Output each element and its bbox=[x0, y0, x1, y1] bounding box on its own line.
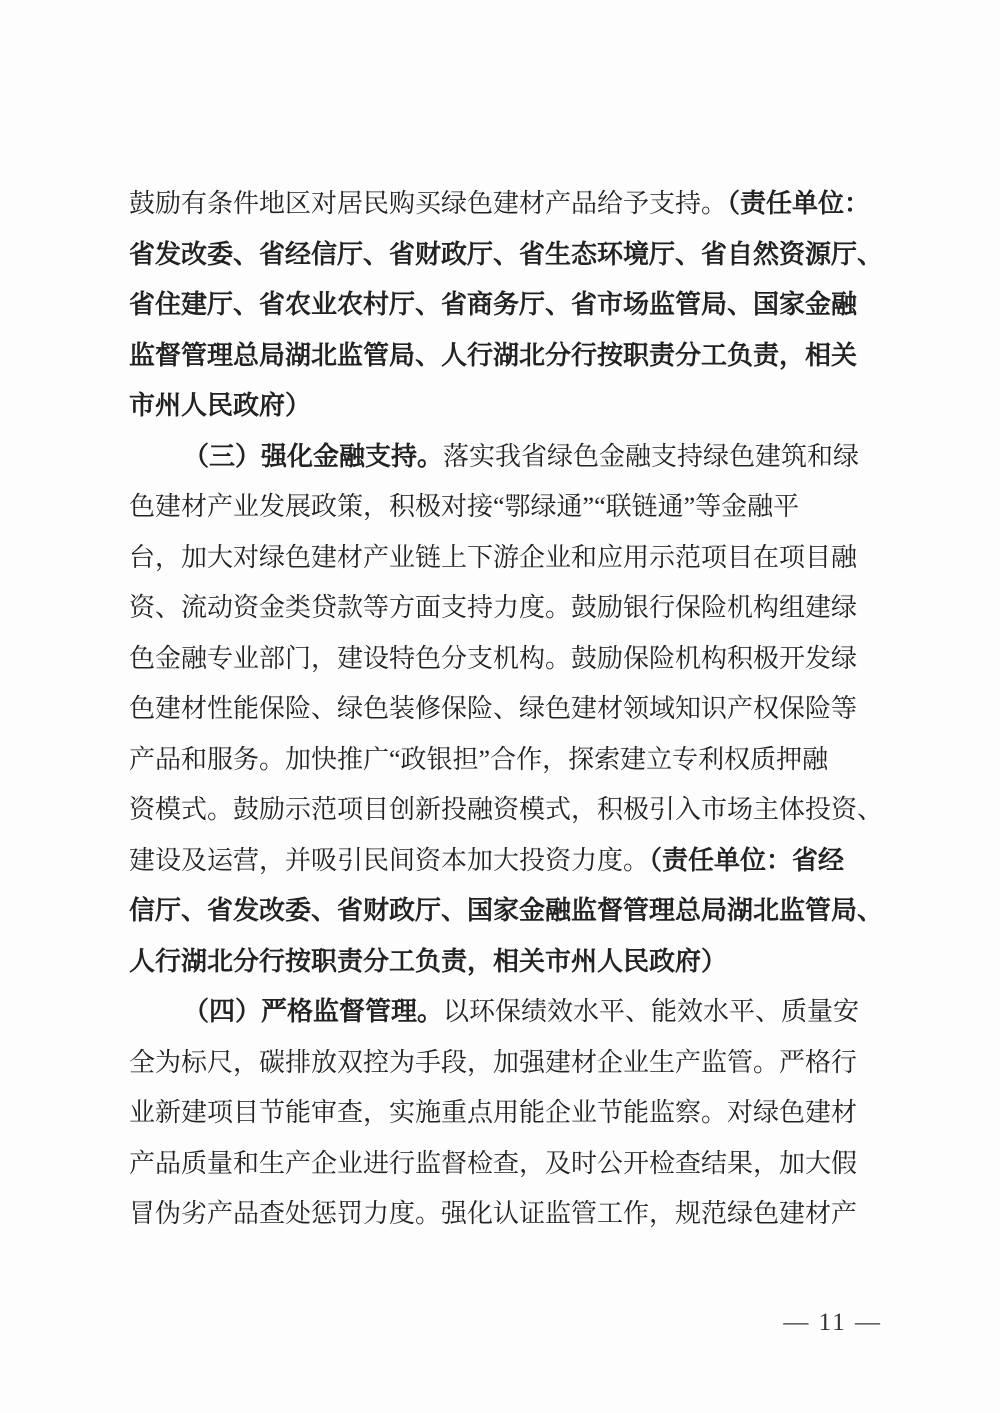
emphasis-text: 人行湖北分行按职责分工负责，相关市州人民政府） bbox=[129, 946, 728, 976]
emphasis-text: （三）强化金融支持。 bbox=[183, 441, 444, 471]
text-line bbox=[129, 836, 887, 887]
body-text: 色建材性能保险、绿色装修保险、绿色建材领域知识产权保险等 bbox=[129, 694, 858, 723]
body-text: 建设及运营，并吸引民间资本加大投资力度。 bbox=[129, 845, 650, 875]
text-line bbox=[129, 482, 887, 533]
text-line bbox=[129, 381, 887, 432]
text-line bbox=[129, 937, 887, 988]
emphasis-text: （责任单位：省经 bbox=[649, 845, 845, 875]
text-line bbox=[129, 987, 887, 1038]
emphasis-text: （四）严格监督管理。 bbox=[183, 997, 444, 1026]
text-line bbox=[129, 684, 887, 735]
text-line bbox=[129, 886, 887, 937]
body-text: 产品和服务。加快推广“政银担”合作，探索建立专利权质押融 bbox=[129, 744, 829, 774]
body-text: 资、流动资金类贷款等方面支持力度。鼓励银行保险机构组建绿 bbox=[129, 593, 858, 622]
body-text: 以环保绩效水平、能效水平、质量安 bbox=[443, 997, 860, 1026]
body-text: 资模式。鼓励示范项目创新投融资模式，积极引入市场主体投资、 bbox=[129, 795, 884, 824]
text-line bbox=[129, 1038, 887, 1089]
emphasis-text: 信厅、省发改委、省财政厅、国家金融监督管理总局湖北监管局、 bbox=[129, 896, 884, 925]
text-line bbox=[129, 1189, 887, 1240]
text-line bbox=[129, 432, 887, 483]
body-text: 色金融专业部门，建设特色分支机构。鼓励保险机构积极开发绿 bbox=[129, 643, 858, 673]
body-text: 全为标尺，碳排放双控为手段，加强建材企业生产监管。严格行 bbox=[129, 1047, 858, 1077]
document-body bbox=[129, 179, 887, 1240]
text-line bbox=[129, 1088, 887, 1139]
text-line bbox=[129, 179, 887, 230]
text-line bbox=[129, 735, 887, 786]
text-line bbox=[129, 634, 887, 685]
emphasis-text: 监督管理总局湖北监管局、人行湖北分行按职责分工负责，相关 bbox=[129, 340, 858, 370]
body-text: 冒伪劣产品查处惩罚力度。强化认证监管工作，规范绿色建材产 bbox=[129, 1199, 858, 1228]
text-line bbox=[129, 1139, 887, 1190]
body-text: 产品质量和生产企业进行监督检查，及时公开检查结果，加大假 bbox=[129, 1148, 858, 1178]
body-text: 鼓励有条件地区对居民购买绿色建材产品给予支持。 bbox=[129, 189, 728, 218]
text-line bbox=[129, 280, 887, 331]
body-text: 色建材产业发展政策，积极对接“鄂绿通”“联链通”等金融平 bbox=[129, 492, 800, 521]
text-line bbox=[129, 230, 887, 281]
text-line bbox=[129, 583, 887, 634]
emphasis-text: （责任单位： bbox=[727, 189, 871, 218]
emphasis-text: 省住建厅、省农业农村厅、省商务厅、省市场监管局、国家金融 bbox=[129, 290, 858, 319]
text-line bbox=[129, 533, 887, 584]
page-number: — 11 — bbox=[783, 1309, 882, 1336]
emphasis-text: 省发改委、省经信厅、省财政厅、省生态环境厅、省自然资源厅、 bbox=[129, 239, 884, 269]
emphasis-text: 市州人民政府） bbox=[129, 391, 312, 420]
text-line bbox=[129, 331, 887, 382]
body-text: 台，加大对绿色建材产业链上下游企业和应用示范项目在项目融 bbox=[129, 542, 858, 572]
body-text: 落实我省绿色金融支持绿色建筑和绿 bbox=[443, 441, 860, 471]
text-line bbox=[129, 785, 887, 836]
body-text: 业新建项目节能审查，实施重点用能企业节能监察。对绿色建材 bbox=[129, 1098, 858, 1127]
